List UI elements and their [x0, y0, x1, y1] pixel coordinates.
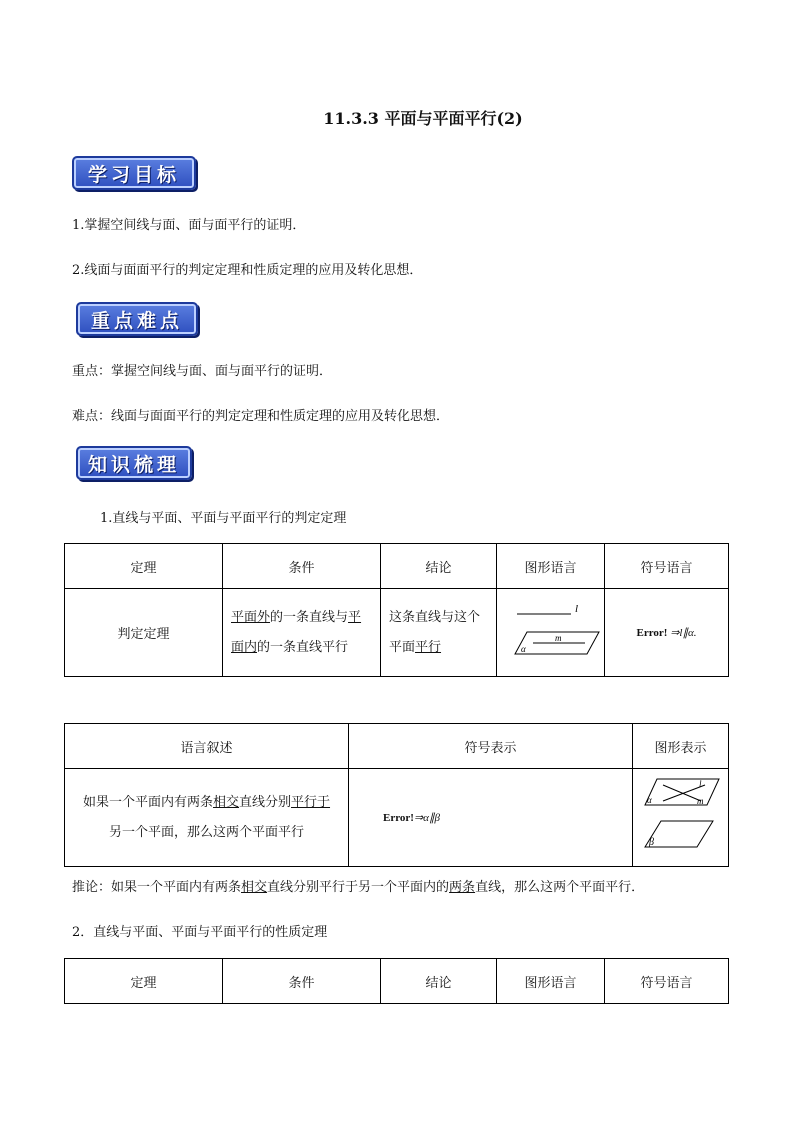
header-cell: 语言叙述 — [65, 724, 349, 769]
plane-judgement-table — [64, 723, 729, 867]
table-header-row — [65, 544, 729, 589]
theorem-cell: 判定定理 — [65, 589, 223, 677]
difficult-point: 难点：线面与面面平行的判定定理和性质定理的应用及转化思想． — [72, 409, 450, 424]
section2-heading: 2．直线与平面、平面与平面平行的性质定理 — [72, 925, 328, 940]
condition-cell: 平面外的一条直线与平 面内的一条直线平行 — [223, 589, 381, 677]
label-l: l — [698, 778, 702, 789]
label-l: l — [574, 602, 578, 615]
header-cell: 条件 — [223, 959, 381, 1004]
section1-heading: 1.直线与平面、平面与平面平行的判定定理 — [100, 511, 347, 526]
header-cell: 符号语言 — [605, 544, 729, 589]
header-cell: 条件 — [223, 544, 381, 589]
figure-cell — [497, 589, 605, 677]
page-title: 11.3.3 平面与平面平行(2) — [323, 109, 523, 128]
header-cell: 图形表示 — [633, 724, 729, 769]
judgement-table — [64, 543, 729, 677]
goal-2: 2.线面与面面平行的判定定理和性质定理的应用及转化思想． — [72, 263, 423, 278]
goal-1: 1.掌握空间线与面、面与面平行的证明． — [72, 218, 306, 233]
header-cell: 结论 — [381, 959, 497, 1004]
header-cell: 图形语言 — [497, 544, 605, 589]
corollary: 推论：如果一个平面内有两条相交直线分别平行于另一个平面内的两条直线，那么这两个平面平行． — [72, 880, 645, 895]
symbol-cell: Error!⇒α∥β — [349, 769, 633, 867]
header-cell: 定理 — [65, 959, 223, 1004]
line-plane-figure — [501, 596, 601, 666]
table-row — [65, 589, 729, 677]
table-row — [65, 769, 729, 867]
plane-plane-figure — [641, 773, 721, 859]
badge-learning-goals: 学习目标 — [72, 156, 196, 190]
badge-key-points: 重点难点 — [76, 302, 198, 336]
label-alpha: α — [520, 643, 526, 654]
table-header-row — [65, 724, 729, 769]
header-cell: 图形语言 — [497, 959, 605, 1004]
key-point: 重点：掌握空间线与面、面与面平行的证明． — [72, 364, 333, 379]
header-cell: 符号表示 — [349, 724, 633, 769]
header-cell: 定理 — [65, 544, 223, 589]
description-cell: 如果一个平面内有两条相交直线分别平行于 另一个平面，那么这两个平面平行 — [65, 769, 349, 867]
label-m: m — [696, 795, 703, 806]
symbol-cell: Error! ⇒l∥α. — [605, 589, 729, 677]
header-cell: 结论 — [381, 544, 497, 589]
conclusion-cell: 这条直线与这个 平面平行 — [381, 589, 497, 677]
property-table — [64, 958, 729, 1004]
label-m: m — [554, 632, 561, 643]
label-beta: β — [648, 836, 654, 848]
header-cell: 符号语言 — [605, 959, 729, 1004]
badge-knowledge: 知识梳理 — [76, 446, 192, 480]
table-header-row — [65, 959, 729, 1004]
label-alpha: α — [646, 794, 652, 805]
figure-cell — [633, 769, 729, 867]
